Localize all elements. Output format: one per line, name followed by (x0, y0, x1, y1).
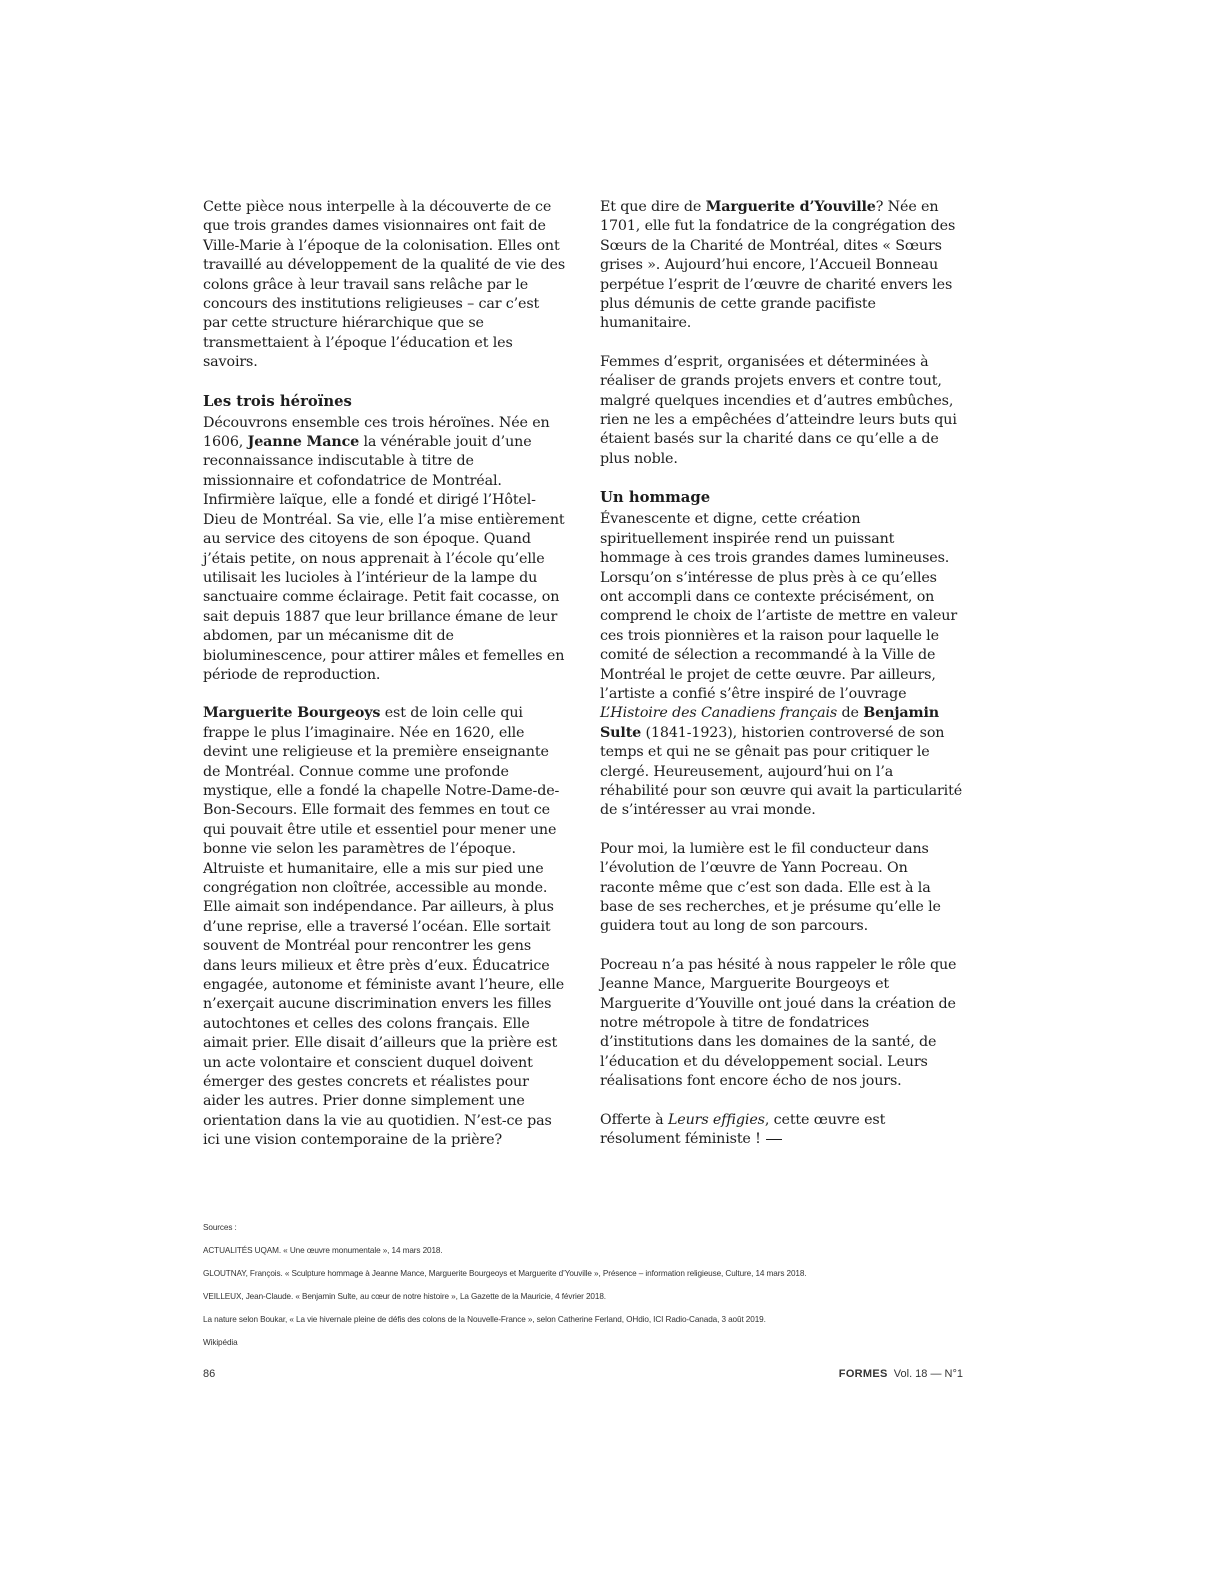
heading-trois-heroines: Les trois héroïnes (203, 392, 352, 410)
marguerite-youville-name: Marguerite d’Youville (705, 199, 876, 215)
femmes-esprit-paragraph: Femmes d’esprit, organisées et déterminées à réaliser de grands projets envers et contre tout, malgré quelques incendies et d’autres embûches, rien ne les a empêchées d’atteindre leurs buts qui étaient basés sur la charité dans ce qu’elle a de plus noble. (600, 353, 957, 467)
sources-list (203, 1222, 983, 1360)
intro-paragraph: Cette pièce nous interpelle à la découverte de ce que trois grandes dames visionnaires ont fait de Ville-Marie à l’époque de la colonisation. Elles ont travaillé au développement de la qualité de vie des colons grâce à leur travail sans relâche par le concours des institutions religieuses – car c’est par cette structure hiérarchique que se transmettaient à l’époque l’éducation et les savoirs. (203, 199, 566, 371)
source-item: Wikipédia (203, 1338, 238, 1347)
marguerite-bourgeoys-paragraph: Marguerite Bourgeoys est de loin celle qui frappe le plus l’imaginaire. Née en 1620, elle devint une religieuse et la première enseignante de Montréal. Connue comme une profonde mystique, elle a fondé la chapelle Notre-Dame-de-Bon-Secours. Elle formait des femmes en tout ce qui pouvait être utile et essentiel pour mener une bonne vie selon les paramètres de l’époque. Altruiste et humanitaire, elle a mis sur pied une congrégation non cloîtrée, accessible au monde. Elle aimait son indépendance. Par ailleurs, à plus d’une reprise, elle a traversé l’océan. Elle sortait souvent de Montréal pour rencontrer les gens dans leurs milieux et être près d’eux. Éducatrice engagée, autonome et féministe avant l’heure, elle n’exerçait aucune discrimination envers les filles autochtones et celles des colons français. Elle aimait prier. Elle disait d’ailleurs que la prière est un acte volontaire et conscient duquel doivent émerger des gestes concrets et réalistes pour aider les autres. Prier donne simplement une orientation dans la vie au quotidien. N’est-ce pas ici une vision contemporaine de la prière? (203, 705, 565, 1149)
marguerite-bourgeoys-name: Marguerite Bourgeoys (203, 705, 381, 722)
source-item: ACTUALITÉS UQAM. « Une œuvre monumentale », 14 mars 2018. (203, 1246, 443, 1255)
magazine-footer (839, 1368, 963, 1380)
source-item: VEILLEUX, Jean-Claude. « Benjamin Sulte, au cœur de notre histoire », La Gazette de la Mauricie, 4 février 2018. (203, 1292, 606, 1301)
jeanne-mance-name: Jeanne Mance (247, 434, 360, 451)
source-item: GLOUTNAY, François. « Sculpture hommage à Jeanne Mance, Marguerite Bourgeoys et Marguerite d’Youville », Présence – information religieuse, Culture, 14 mars 2018. (203, 1269, 807, 1278)
left-column (203, 198, 567, 1170)
sources-heading: Sources : (203, 1223, 237, 1232)
end-of-article-mark (766, 1139, 782, 1140)
work-title: Leurs effigies (667, 1111, 765, 1128)
right-column (600, 198, 964, 1168)
source-item: La nature selon Boukar, « La vie hivernale pleine de défis des colons de la Nouvelle-France », selon Catherine Ferland, OHdio, ICI Radio-Canada, 3 août 2019. (203, 1315, 766, 1324)
pocreau-paragraph: Pocreau n’a pas hésité à nous rappeler le rôle que Jeanne Mance, Marguerite Bourgeoys et Marguerite d’Youville ont joué dans la création de notre métropole à titre de fondatrices d’institutions dans les domaines de la santé, de l’éducation et du développement social. Leurs réalisations font encore écho de nos jours. (600, 956, 957, 1090)
lumiere-paragraph: Pour moi, la lumière est le fil conducteur dans l’évolution de l’œuvre de Yann Pocreau. On raconte même que c’est son dada. Elle est à la base de ses recherches, et je présume qu’elle le guidera tout au long de son parcours. (600, 840, 941, 935)
heading-un-hommage: Un hommage (600, 489, 711, 507)
issue-label: Vol. 18 — N°1 (893, 1368, 963, 1380)
book-title: L’Histoire des Canadiens français (600, 705, 838, 722)
jeanne-mance-paragraph: Découvrons ensemble ces trois héroïnes. Née en 1606, Jeanne Mance la vénérable jouit d’une reconnaissance indiscutable à titre de missionnaire et cofondatrice de Montréal. Infirmière laïque, elle a fondé et dirigé l’Hôtel-Dieu de Montréal. Sa vie, elle l’a mise entièrement au service des citoyens de son époque. Quand j’étais petite, on nous apprenait à l’école qu’elle utilisait les lucioles à l’intérieur de la lampe du sanctuaire comme éclairage. Petit fait cocasse, on sait depuis 1887 que leur brillance émane de leur abdomen, par un mécanisme dit de bioluminescence, pour attirer mâles et femelles en période de reproduction. (203, 414, 565, 683)
marguerite-youville-paragraph: Et que dire de Marguerite d’Youville? Née en 1701, elle fut la fondatrice de la congrégation des Sœurs de la Charité de Montréal, dites « Sœurs grises ». Aujourd’hui encore, l’Accueil Bonneau perpétue l’esprit de l’œuvre de charité envers les plus démunis de cette grande pacifiste humanitaire. (600, 199, 956, 332)
magazine-name: FORMES (838, 1368, 888, 1380)
hommage-paragraph: Évanescente et digne, cette création spirituellement inspirée rend un puissant hommage à ces trois grandes dames lumineuses. Lorsqu’on s’intéresse de plus près à ce qu’elles ont accompli dans ce contexte précisément, on comprend le choix de l’artiste de mettre en valeur ces trois pionnières et la raison pour laquelle le comité de sélection a recommandé à la Ville de Montréal le projet de cette œuvre. Par ailleurs, l’artiste a confié s’être inspiré de l’ouvrage L’Histoire des Canadiens français de Benjamin Sulte (1841-1923), historien controversé de son temps et qui ne se gênait pas pour critiquer le clergé. Heureusement, aujourd’hui on l’a réhabilité pour son œuvre qui avait la particularité de s’intéresser au vrai monde. (600, 511, 963, 819)
benjamin-sulte-name: Benjamin Sulte (600, 705, 939, 741)
page-number: 86 (203, 1368, 216, 1380)
closing-paragraph: Offerte à Leurs effigies, cette œuvre est résolument féministe ! (600, 1111, 886, 1148)
